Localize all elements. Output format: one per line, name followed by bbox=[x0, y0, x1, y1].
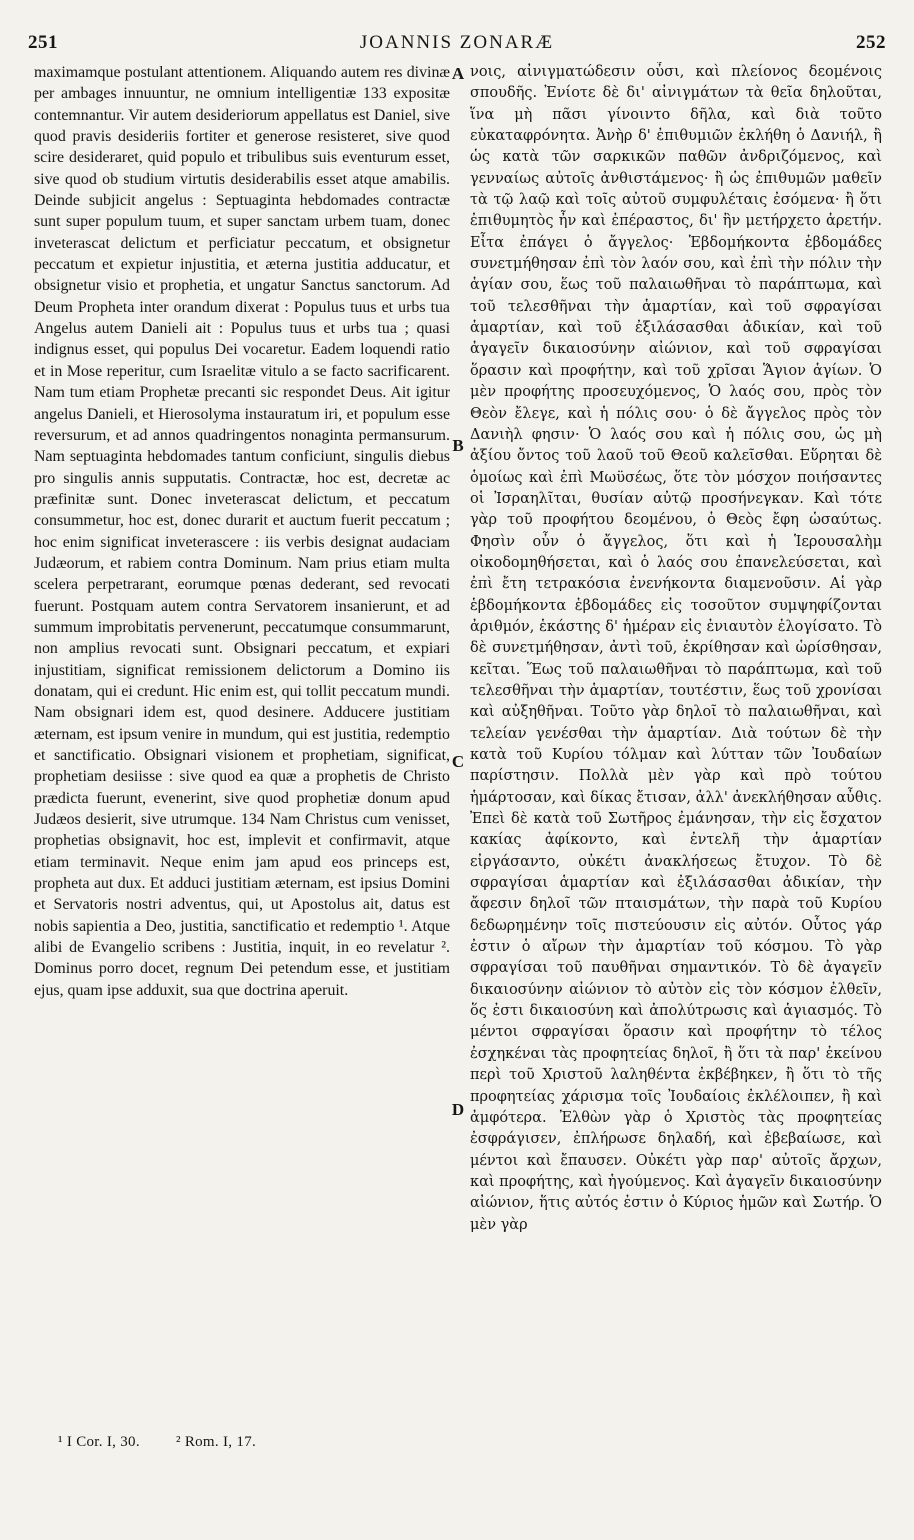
margin-letter-c: C bbox=[451, 752, 465, 771]
left-page-number: 251 bbox=[28, 32, 58, 53]
greek-column: νοις, αἰνιγματώδεσιν οὖσι, καὶ πλείονος δεομένοις σπουδῆς. Ἐνίοτε δὲ δι' αἰνιγμάτων τὰ θεῖα δηλοῦται, ἵνα μὴ πᾶσι γίνοιντο δῆλα, καὶ διὰ τοῦτο εὐκαταφρόνητα. Ἀνὴρ δ' ἐπιθυμιῶν ἐκλήθη ὁ Δανιήλ, ἢ ὡς κατὰ τῶν σαρκικῶν παθῶν ἀνδριζόμενος, καὶ γενναίως αὐτοῖς ἀνθιστάμενος· ἢ ὡς ἐπιθυμῶν μαθεῖν τὰ τῷ λαῷ καὶ τοῖς αὐτοῦ συμφυλέταις ἐσόμενα· ἢ ὅτι ἐπιθυμητὸς ἦν καὶ ἐπέραστος, δι' ἣν μετήρχετο ἀρετήν. Εἶτα ἐπάγει ὁ ἄγγελος· Ἑβδομήκοντα ἑβδομάδες συνετμήθησαν ἐπὶ τὸν λαόν σου, καὶ ἐπὶ τὴν πόλιν τὴν ἁγίαν σου, ἕως τοῦ παλαιωθῆναι τὸ παράπτωμα, καὶ τοῦ τελεσθῆναι τὴν ἁμαρτίαν, καὶ τοῦ σφραγίσαι ἁμαρτίαν, καὶ τοῦ ἐξιλάσασθαι ἀδικίαν, καὶ τοῦ ἀγαγεῖν δικαιοσύνην αἰώνιον, καὶ τοῦ σφραγίσαι ὅρασιν καὶ προφήτην, καὶ τοῦ χρῖσαι Ἅγιον ἁγίων. Ὁ μὲν προφήτης προσευχόμενος, Ὁ λαός σου, πρὸς τὸν Θεὸν ἔλεγε, καὶ ἡ πόλις σου· ὁ δὲ ἄγγελος πρὸς τὸν Δανιὴλ φησιν· Ὁ λαός σου καὶ ἡ πόλις σου, ὡς μὴ ἀξίου ὄντος τοῦ λαοῦ τοῦ Θεοῦ καλεῖσθαι. Εὕρηται δὲ ὁμοίως καὶ ἐπὶ Μωϋσέως, ὅτε τὸν μόσχον ποιήσαντες οἱ Ἰσραηλῖται, θυσίαν αὐτῷ προσήνεγκαν. Καὶ τότε γὰρ τοῦ προφήτου δεομένου, ὁ Θεὸς ἔφη ὡσαύτως. Φησὶν οὖν ὁ ἄγγελος, ὅτι καὶ ἡ Ἱερουσαλὴμ οἰκοδομηθήσεται, καὶ ὁ λαός σου ἐπανελεύσεται, καὶ ἐπὶ ἔτη τετρακόσια ἐνενήκοντα διαμενοῦσιν. Αἱ γὰρ ἑβδομήκοντα ἑβδομάδες εἰς τοσοῦτον συμψηφίζονται ἀριθμόν, ἑκάστης δ' ἡμέραν εἰς ἐνιαυτὸν ἐλογίσατο. Τὸ δὲ συνετμήθησαν, ἀντὶ τοῦ, ἐκρίθησαν καὶ ὡρίσθησαν, κεῖται. Ἕως τοῦ παλαιωθῆναι τὸ παράπτωμα, καὶ τοῦ τελεσθῆναι τὴν ἁμαρτίαν, τουτέστιν, ἕως τοῦ χρονίσαι καὶ αὐξηθῆναι. Τοῦτο γὰρ δηλοῖ τὸ παλαιωθῆναι, καὶ τελείαν γενέσθαι τὴν ἁμαρτίαν. Διὰ τούτων δὲ τὴν κατὰ τοῦ Κυρίου τόλμαν καὶ λύτταν τῶν Ἰουδαίων παρίστησιν. Πολλὰ μὲν γὰρ καὶ πρὸ τούτου ἡμάρτοσαν, καὶ δίκας ἔτισαν, ἀλλ' ἀνεκλήθησαν αὖθις. Ἐπεὶ δὲ κατὰ τοῦ Σωτῆρος ἐμάνησαν, τὴν εἰς ἔσχατον κακίας ἀφίκοντο, καὶ ἐντελῆ τὴν ἁμαρτίαν εἰργάσαντο, οὐκέτι ἀνακλήσεως ἔτυχον. Τὸ δὲ σφραγίσαι ἁμαρτίαν καὶ ἐξιλάσασθαι ἀδικίαν, τὴν ἄφεσιν δηλοῖ τῶν πταισμάτων, τὴν παρὰ τοῦ Κυρίου δεδωρημένην τοῖς πιστεύουσιν εἰς αὐτόν. Οὗτος γάρ ἐστιν ὁ αἴρων τὴν ἁμαρτίαν τοῦ κόσμου. Τὸ γὰρ σφραγίσαι τοῦ παυθῆναι σημαντικόν. Τὸ δὲ ἀγαγεῖν δικαιοσύνην αἰώνιον τὸ αὐτὸν εἰς τὸν κόσμον ἐλθεῖν, ὅς ἐστι δικαιοσύνη καὶ ἀπολύτρωσις καὶ ἁγιασμός. Τὸ μέντοι σφραγίσαι ὅρασιν καὶ προφήτην τὸ τέλος ἐσχηκέναι τὰς προφητείας δηλοῖ, ἢ ὅτι τὰ παρ' ἐκείνου περὶ τοῦ Χριστοῦ λαληθέντα ἐκβέβηκεν, ἢ ὅτι τὸ τῆς προφητείας χάρισμα τοῖς Ἰουδαίοις ἐκλέλοιπεν, ἢ καὶ ἀμφότερα. Ἐλθὼν γὰρ ὁ Χριστὸς τὰς προφητείας ἐσφράγισεν, ἐπλήρωσε δηλαδή, καὶ ἐβεβαίωσε, καὶ μέντοι καὶ ἔπαυσεν. Οὐκέτι γὰρ παρ' αὐτοῖς ἄρχων, καὶ προφήτης, καὶ ἡγούμενος. Καὶ ἀγαγεῖν δικαιοσύνην αἰώνιον, ἥτις αὐτός ἐστιν ὁ Κύριος ἡμῶν καὶ Σωτήρ. Ὁ μὲν γὰρ bbox=[470, 64, 882, 1233]
latin-column: maximamque postulant attentionem. Aliquando autem res divinæ per ambages innuuntur, ne omnium intelligentiæ 133 expositæ contemnantur. Vir autem desideriorum appellatus est Daniel, sive quod pravis desideriis fortiter et generose resisteret, sive quod scire desideraret, quid populo et tribulibus suis eventurum esset, sive quod ob studium virtutis desiderabilis esset atque amabilis. Deinde subjicit angelus : Septuaginta hebdomades contractæ sunt super populum tuum, et super sanctam urbem tuam, donec inveterascat delictum et perficiatur peccatum, et obsignetur peccatum et expietur injustitia, et æterna justitia adducatur, et obsignetur visio et prophetia, et ungatur Sanctus sanctorum. Ad Deum Propheta inter orandum dixerat : Populus tuus et urbs tua Angelus autem Danieli ait : Populus tuus et urbs tua ; quasi indignus esset, qui populus Dei vocaretur. Eadem loquendi ratio et in Mose reperitur, cum Israelitæ vitulo a se facto sacrificarent. Nam tum etiam Prophetæ precanti sic respondet Deus. Ait igitur angelus Danieli, et Hierosolyma instauratum iri, et populum esse reversurum, et ad annos quadringentos nonaginta permansurum. Nam septuaginta hebdomades tantum conficiunt, singulis diebus pro singulis annis supputatis. Contractæ, hoc est, decretæ ac præfinitæ sunt. Donec inveterascat delictum, et peccatum consummetur, hoc est, donec durarit et auctum fuerit peccatum ; hoc enim significat inveterascere : iis verbis designat audaciam Judæorum, et rabiem contra Dominum. Nam prius etiam multa scelera perpetrarant, eorumque pœnas dederant, sed revocati fuerunt. Postquam autem contra Servatorem insanierunt, et ad summum improbitatis pervenerunt, peccatumque consummarunt, non amplius revocati sunt. Obsignari peccatum, et expiari injustitiam, significat remissionem delictorum a Domino iis donatam, qui ei credunt. Hic enim est, qui tollit peccatum mundi. Nam obsignari idem est, quod desinere. Adducere justitiam æternam, est ipsum venire in mundum, qui est justitia, redemptio et sanctificatio. Obsignari visionem et prophetiam, significat, prophetiam desiisse : sive quod ea quæ a prophetis de Christo prædicta fuerunt, evenerint, sive quod prophetiæ donum apud Judæos desierit, sive utrumque. 134 Nam Christus cum venisset, prophetias obsignavit, hoc est, implevit et confirmavit, atque etiam terminavit. Neque enim jam apud eos princeps est, propheta aut dux. Et adduci justitiam æternam, est ipsius Domini et Servatoris nostri adventus, qui, ut Apostolus ait, datus est nobis sapientia a Deo, justitia, sanctificatio et redemptio ¹. Atque alibi de Evangelio scribens : Justitia, inquit, in eo revelatur ². Dominus porro docet, regnum Dei petendum esse, et justitiam ejus, quam ipse adduxit, sua que doctrina aperuit. bbox=[34, 64, 450, 999]
right-page-number: 252 bbox=[856, 32, 886, 53]
footnotes bbox=[58, 1434, 874, 1451]
margin-letter-d: D bbox=[451, 1100, 465, 1119]
page-header bbox=[28, 32, 886, 58]
margin-letter-a: A bbox=[451, 64, 465, 83]
footnote-1: ¹ I Cor. I, 30. bbox=[58, 1434, 140, 1450]
running-title: JOANNIS ZONARÆ bbox=[359, 32, 555, 53]
margin-letter-b: B bbox=[452, 436, 464, 455]
footnote-2: ² Rom. I, 17. bbox=[175, 1434, 257, 1450]
